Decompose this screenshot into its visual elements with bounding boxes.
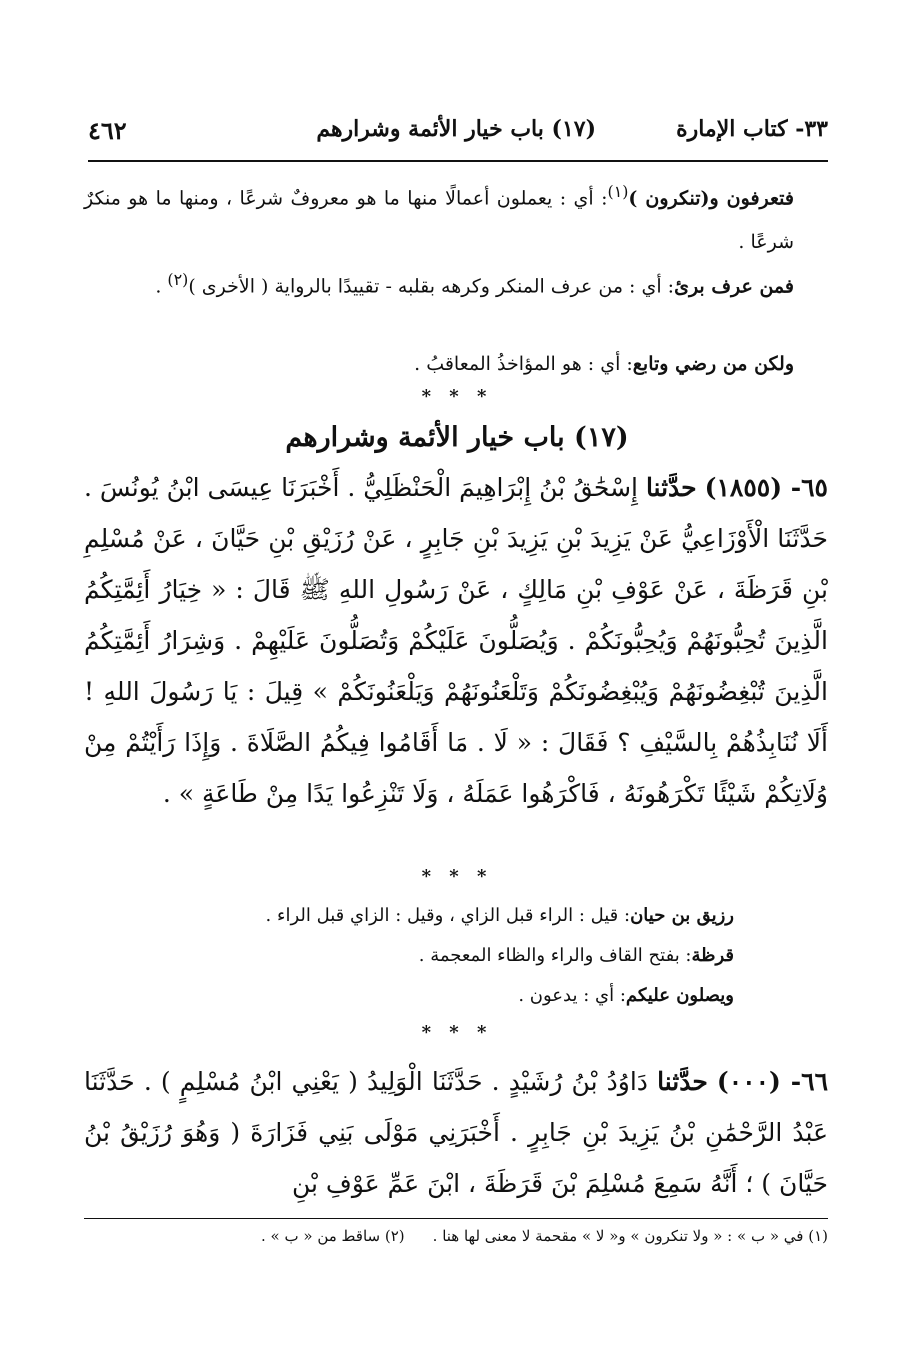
footnote-ref: (١): [607, 182, 629, 201]
footnote-ref: (٢): [167, 270, 189, 289]
glossary-text: : بفتح القاف والراء والظاء المعجمة .: [418, 945, 692, 966]
glossary-item: [174, 896, 734, 936]
commentary-text: : أي : هو المؤاخذُ المعاقبُ .: [414, 353, 633, 375]
commentary-paragraph-1: [84, 170, 828, 264]
section-separator: * * *: [421, 866, 493, 887]
glossary-term: رزيق بن حيان: [630, 905, 734, 926]
header-rule: [88, 160, 828, 162]
footnote-rule: [84, 1218, 828, 1219]
commentary-term: ولكن من رضي وتابع: [632, 353, 794, 375]
haddathana-keyword: حدَّثنا: [657, 1067, 708, 1096]
glossary-item: [174, 936, 734, 976]
header-chapter-title: (١٧) باب خيار الأئمة وشرارهم: [316, 116, 596, 142]
header-book-title: ٣٣- كتاب الإمارة: [676, 116, 828, 142]
hadith-text: دَاوُدُ بْنُ رُشَيْدٍ . حَدَّثَنَا الْوَلِيدُ ( يَعْنِي ابْنُ مُسْلِمٍ ) . حَدَّثَنَا عَبْدُ الرَّحْمَٰنِ بْنُ يَزِيدَ بْنِ جَابِرٍ . أَخْبَرَنِي مَوْلَى بَنِي فَزَارَةَ ( وَهُوَ رُزَيْقُ بْنُ حَيَّانَ ) ؛ أَنَّهُ سَمِعَ مُسْلِمَ بْنَ قَرَظَةَ ، ابْنَ عَمِّ عَوْفِ بْنِ: [84, 1067, 828, 1198]
commentary-term: فمن عرف برئ: [674, 275, 794, 298]
running-header: [88, 116, 828, 156]
glossary-text: : أي : يدعون .: [518, 985, 626, 1006]
footnote-2: (٢) ساقط من « ب » .: [261, 1227, 405, 1245]
glossary-text: : قيل : الراء قبل الزاي ، وقيل : الزاي قبل الراء .: [265, 905, 631, 926]
hadith-65: [84, 462, 828, 819]
commentary-text: : أي : من عرف المنكر وكرهه بقلبه - تقييدًا بالرواية ( الأخرى ): [188, 275, 675, 298]
commentary-text-end: .: [155, 275, 168, 298]
commentary-term: فتعرفون و(تنكرون ): [628, 187, 794, 210]
footnote-1: (١) في « ب » : « ولا تنكرون » و« لا » مقحمة لا معنى لها هنا .: [432, 1227, 828, 1245]
commentary-paragraph-2: [84, 258, 828, 308]
hadith-number: ٦٦- (٠٠٠): [716, 1067, 828, 1096]
glossary-term: ويصلون عليكم: [625, 985, 734, 1006]
page-number: ٤٦٢: [88, 116, 127, 145]
glossary-term: قرظة: [691, 945, 734, 966]
section-separator: * * *: [421, 1022, 493, 1043]
hadith-text: إِسْحَٰقُ بْنُ إِبْرَاهِيمَ الْحَنْظَلِيُّ . أَخْبَرَنَا عِيسَى ابْنُ يُونُسَ . حَدَّثَنَا الْأَوْزَاعِيُّ عَنْ يَزِيدَ بْنِ يَزِيدَ بْنِ جَابِرٍ ، عَنْ رُزَيْقِ بْنِ حَيَّانَ ، عَنْ مُسْلِمِ بْنِ قَرَظَةَ ، عَنْ عَوْفِ بْنِ مَالِكٍ ، عَنْ رَسُولِ اللهِ ﷺ قَالَ : « خِيَارُ أَئِمَّتِكُمُ الَّذِينَ تُحِبُّونَهُمْ وَيُحِبُّونَكُمْ . وَيُصَلُّونَ عَلَيْكُمْ وَتُصَلُّونَ عَلَيْهِمْ . وَشِرَارُ أَئِمَّتِكُمُ الَّذِينَ تُبْغِضُونَهُمْ وَيُبْغِضُونَكُمْ وَتَلْعَنُونَهُمْ وَيَلْعَنُونَكُمْ » قِيلَ : يَا رَسُولَ اللهِ ! أَلَا نُنَابِذُهُمْ بِالسَّيْفِ ؟ فَقَالَ : « لَا . مَا أَقَامُوا فِيكُمُ الصَّلَاةَ . وَإِذَا رَأَيْتُمْ مِنْ وُلَاتِكُمْ شَيْئًا تَكْرَهُونَهُ ، فَاكْرَهُوا عَمَلَهُ ، وَلَا تَنْزِعُوا يَدًا مِنْ طَاعَةٍ » .: [84, 473, 828, 808]
glossary-item: [174, 976, 734, 1016]
hadith-66: [84, 1056, 828, 1209]
hadith-number: ٦٥- (١٨٥٥): [704, 473, 828, 502]
section-separator: * * *: [421, 386, 493, 407]
chapter-heading: (١٧) باب خيار الأئمة وشرارهم: [285, 422, 629, 453]
commentary-paragraph-3: [84, 342, 828, 386]
glossary: [174, 896, 734, 1016]
footnotes: [84, 1222, 828, 1250]
commentary-text: : أي : يعملون أعمالًا منها ما هو معروفٌ شرعًا ، ومنها ما هو منكرٌ شرعًا .: [84, 187, 794, 254]
haddathana-keyword: حدَّثنا: [645, 473, 697, 502]
